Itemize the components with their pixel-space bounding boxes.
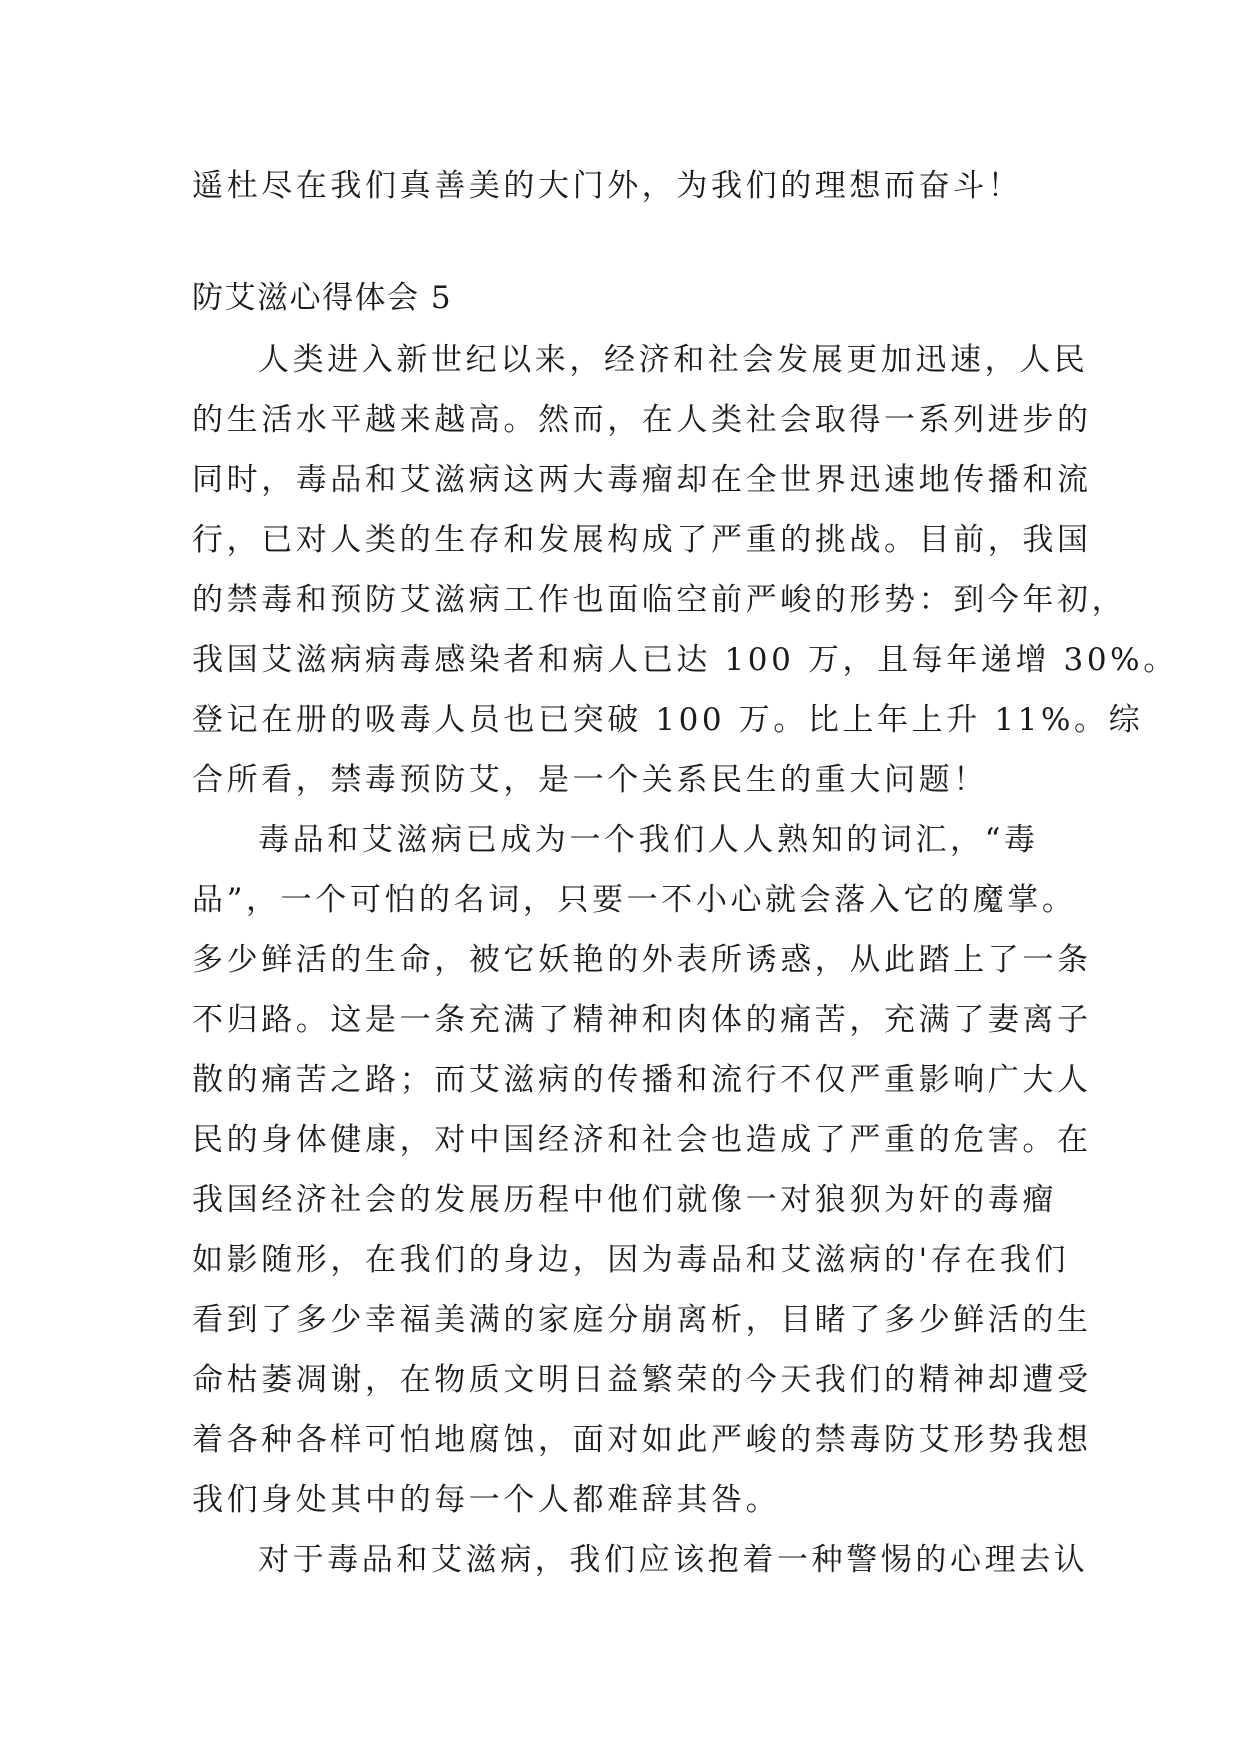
text-line: 着各种各样可怕地腐蚀，面对如此严峻的禁毒防艾形势我想 — [192, 1422, 1092, 1458]
text-line: 我国经济社会的发展历程中他们就像一对狼狈为奸的毒瘤 — [192, 1182, 1057, 1218]
text-line: 命枯萎凋谢，在物质文明日益繁荣的今天我们的精神却遭受 — [192, 1362, 1092, 1398]
text-line: 合所看，禁毒预防艾，是一个关系民生的重大问题！ — [192, 762, 988, 798]
text-line: 不归路。这是一条充满了精神和肉体的痛苦，充满了妻离子 — [192, 1002, 1092, 1038]
text-line: 如影随形，在我们的身边，因为毒品和艾滋病的'存在我们 — [192, 1242, 1070, 1278]
text-line: 的生活水平越来越高。然而，在人类社会取得一系列进步的 — [192, 402, 1092, 438]
text-line: 民的身体健康，对中国经济和社会也造成了严重的危害。在 — [192, 1122, 1092, 1158]
text-line: 品”，一个可怕的名词，只要一不小心就会落入它的魔掌。 — [192, 882, 1077, 918]
text-line: 遥杜尽在我们真善美的大门外，为我们的理想而奋斗！ — [192, 168, 1023, 204]
text-line: 散的痛苦之路；而艾滋病的传播和流行不仅严重影响广大人 — [192, 1062, 1092, 1098]
text-line: 的禁毒和预防艾滋病工作也面临空前严峻的形势：到今年初， — [192, 582, 1127, 618]
text-line: 我国艾滋病病毒感染者和病人已达 100 万，且每年递增 30%。 — [192, 642, 1178, 678]
text-line: 行，已对人类的生存和发展构成了严重的挑战。目前，我国 — [192, 522, 1092, 558]
text-line: 多少鲜活的生命，被它妖艳的外表所诱惑，从此踏上了一条 — [192, 942, 1092, 978]
text-line: 人类进入新世纪以来，经济和社会发展更加迅速，人民 — [258, 342, 1089, 378]
text-line: 看到了多少幸福美满的家庭分崩离析，目睹了多少鲜活的生 — [192, 1302, 1092, 1338]
text-line: 毒品和艾滋病已成为一个我们人人熟知的词汇，“毒 — [258, 822, 1039, 858]
text-line: 我们身处其中的每一个人都难辞其咎。 — [192, 1482, 781, 1518]
text-line: 登记在册的吸毒人员也已突破 100 万。比上年上升 11%。综 — [192, 702, 1144, 738]
text-line: 同时，毒品和艾滋病这两大毒瘤却在全世界迅速地传播和流 — [192, 462, 1092, 498]
text-line: 对于毒品和艾滋病，我们应该抱着一种警惕的心理去认 — [258, 1542, 1089, 1578]
section-heading: 防艾滋心得体会 5 — [192, 280, 453, 316]
